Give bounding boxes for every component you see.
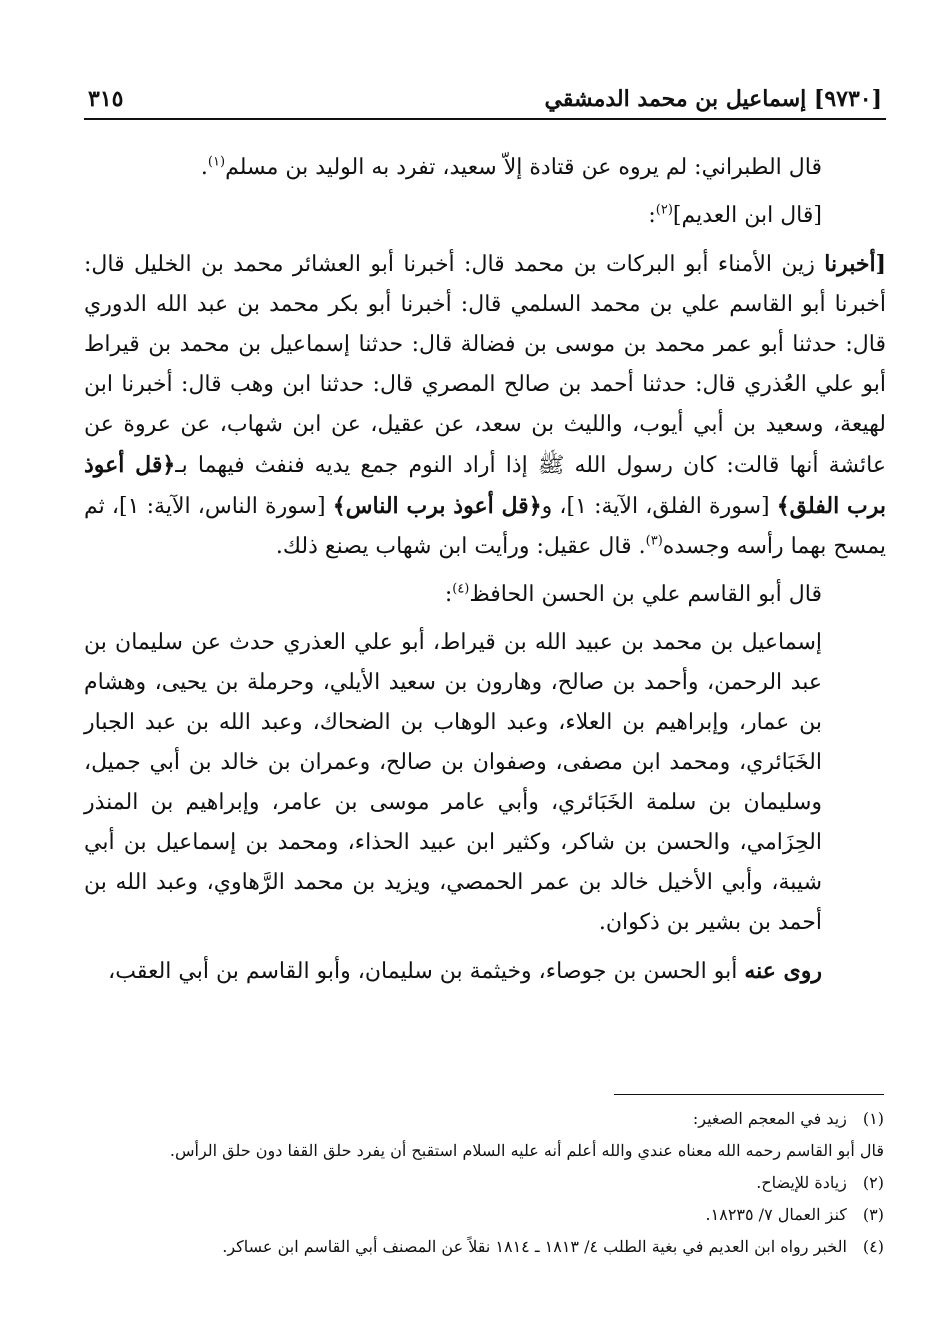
footnote-item <box>96 1200 884 1230</box>
footnote-item <box>96 1232 884 1262</box>
footnote-number: (١) <box>862 1109 884 1128</box>
running-title: [٩٧٣٠] إسماعيل بن محمد الدمشقي <box>544 86 882 112</box>
page-number: ٣١٥ <box>88 86 124 112</box>
footnote-text: كنز العمال ٧/ ١٨٢٣٥. <box>705 1205 847 1224</box>
footnote-ref-1: (١) <box>207 154 226 170</box>
paragraph-text: قال الطبراني: لم يروه عن قتادة إلاّ سعيد، تفرد به الوليد بن مسلم <box>225 155 822 180</box>
quran-quote-nas: ﴿قل أعوذ برب الناس﴾ <box>332 493 542 519</box>
footnote-rule <box>614 1094 884 1095</box>
footnote-item <box>96 1168 884 1198</box>
paragraph-text: إسماعيل بن محمد بن عبيد الله بن قيراط، أبو علي العذري حدث عن سليمان بن عبد الرحمن، وأحمد بن صالح، وهارون بن سعيد الأيلي، وحرملة بن يحيى، وهشام بن عمار، وإبراهيم بن العلاء، وعبد الوهاب بن الضحاك، وعبد الله بن عبد الجبار الخَبَائري، ومحمد ابن مصفى، وصفوان بن صالح، وعمران بن خالد بن أبي جميل، وسليمان بن سلمة الخَبَائري، وأبي عامر موسى بن عامر، وإبراهيم بن المنذر الحِزَامي، والحسن بن شاكر، وكثير ابن عبيد الحذاء، ومحمد بن إسماعيل بن أبي شيبة، وأبي الأخيل خالد بن عمر الحمصي، ويزيد بن محمد الرَّهاوي، وعبد الله بن أحمد بن بشير بن ذكوان. <box>84 630 822 935</box>
paragraph-end: . <box>200 155 208 180</box>
paragraph-text: زين الأمناء أبو البركات بن محمد قال: أخبرنا أبو العشائر محمد بن الخليل قال: أخبرنا أبو القاسم علي بن محمد السلمي قال: أخبرنا أبو بكر محمد بن عبد الله الدوري قال: حدثنا أبو عمر محمد بن موسى بن فضالة قال: حدثنا إسماعيل بن محمد بن قيراط أبو علي العُذري قال: حدثنا أحمد بن صالح المصري قال: حدثنا ابن وهب قال: أخبرنا ابن لهيعة، وسعيد بن أبي أيوب، والليث بن سعد، عن عقيل، عن ابن شهاب، عن عروة عن عائشة أنها قالت: كان رسول الله ﷺ إذا أراد النوم جمع يديه فنفث فيهما بـ <box>84 252 886 478</box>
footnote-text: الخبر رواه ابن العديم في بغية الطلب ٤/ ١٨١٣ ـ ١٨١٤ نقلاً عن المصنف أبي القاسم ابن عساكر. <box>222 1237 847 1256</box>
paragraph-text: قال أبو القاسم علي بن الحسن الحافظ <box>469 582 822 607</box>
paragraph-tabarani <box>84 148 886 188</box>
footnote-number: (٣) <box>862 1205 884 1224</box>
footnotes <box>96 1104 884 1264</box>
paragraph-text: [قال ابن العديم] <box>672 203 822 228</box>
main-text <box>84 148 886 1000</box>
footnote-number: (٢) <box>862 1173 884 1192</box>
paragraph-tail: . قال عقيل: ورأيت ابن شهاب يصنع ذلك. <box>275 534 646 559</box>
paragraph-lead: روى عنه <box>744 958 822 984</box>
paragraph-lead: [أخبرنا <box>824 251 886 277</box>
footnote-text: زيادة للإيضاح. <box>756 1173 847 1192</box>
footnote-ref-4: (٤) <box>452 581 470 597</box>
paragraph-isnad <box>84 244 886 567</box>
page-header <box>84 82 886 116</box>
paragraph-biography <box>84 623 886 943</box>
quran-quote-falaq: ﴿قل أعوذ برب الفلق﴾ <box>84 452 887 519</box>
paragraph-narrators <box>84 951 886 992</box>
footnote-ref-2: (٢) <box>655 202 673 218</box>
footnote-number: (٤) <box>862 1237 884 1256</box>
surah-ref-falaq: [سورة الفلق، الآية: ١]، و <box>541 494 777 519</box>
header-rule <box>84 118 886 120</box>
paragraph-end: : <box>648 203 656 228</box>
paragraph-ibn-aladim <box>84 196 886 236</box>
footnote-text: زيد في المعجم الصغير: <box>692 1109 847 1128</box>
footnote-item <box>96 1104 884 1134</box>
footnote-text: قال أبو القاسم رحمه الله معناه عندي والله أعلم أنه عليه السلام استقبح أن يفرد حلق القفا دون حلق الرأس. <box>169 1141 884 1160</box>
paragraph-end: : <box>444 582 453 607</box>
paragraph-hafiz <box>84 575 886 615</box>
footnote-continuation <box>96 1136 884 1166</box>
surah-ref-nas: [سورة الناس، الآية: ١]، ثم يمسح بهما رأسه وجسده <box>84 494 886 559</box>
paragraph-text: أبو الحسن بن جوصاء، وخيثمة بن سليمان، وأبو القاسم بن أبي العقب، <box>108 959 745 984</box>
footnote-ref-3: (٣) <box>645 533 663 549</box>
